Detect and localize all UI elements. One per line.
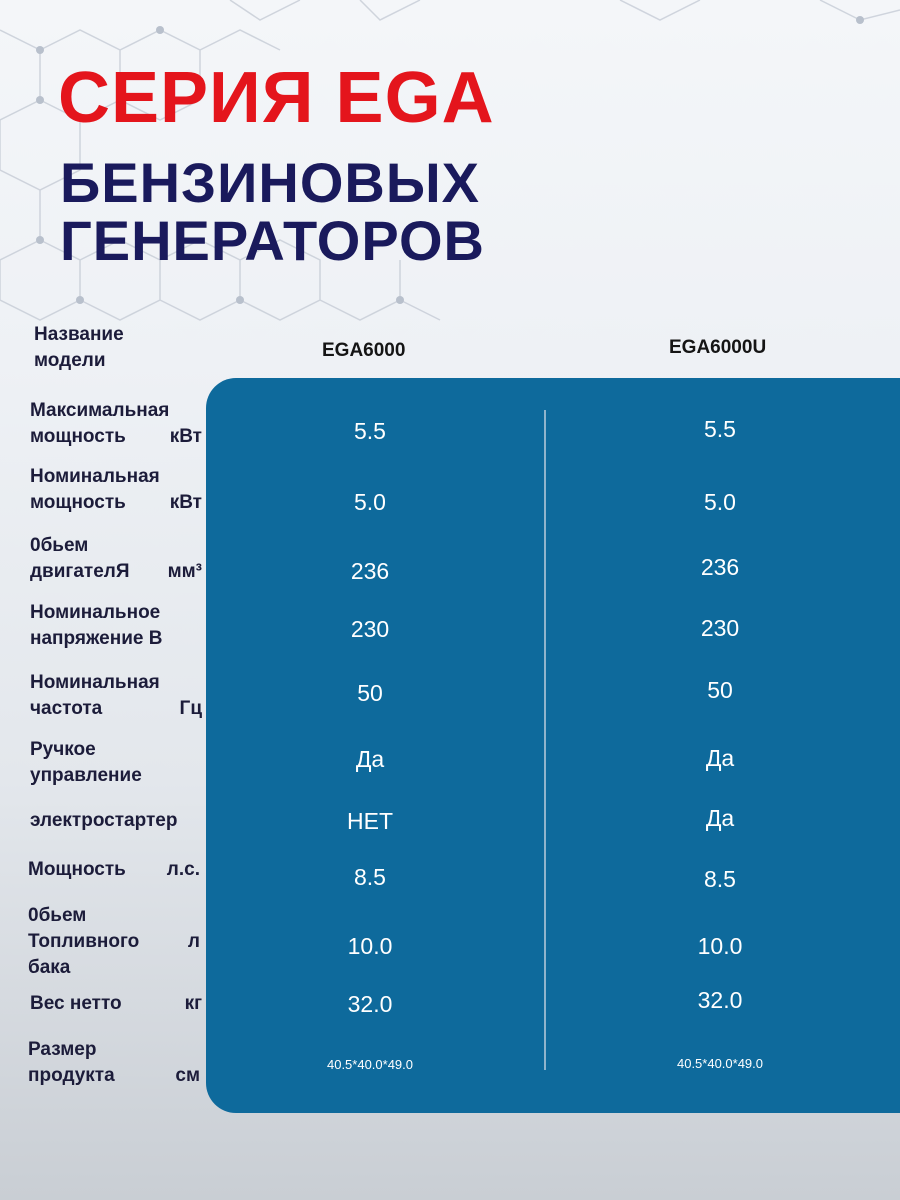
spec-label-text: Ручкое [30,739,96,760]
spec-label-text: Мощность [28,859,126,880]
spec-value-model-1: Да [355,746,385,772]
spec-value-model-2: Да [705,745,735,771]
spec-value-model-1: 32.0 [347,991,393,1017]
spec-unit: л [187,931,200,952]
spec-label-line [30,763,202,789]
spec-label-line [30,670,202,696]
spec-label [30,670,202,722]
spec-value-model-1: 8.5 [354,864,386,890]
spec-value-model-2: 50 [707,677,733,703]
spec-label-text: мощность [30,426,126,447]
model-name-label [30,322,202,374]
spec-label-text: Номинальная [30,672,160,693]
spec-label [28,857,200,883]
spec-label-line [30,559,202,585]
spec-value-model-1: 50 [357,680,383,706]
spec-label-line [30,424,202,450]
spec-label-line [28,929,200,955]
spec-unit: кг [184,993,202,1014]
spec-label [30,533,202,585]
spec-label-text: 0бьем [28,905,87,926]
spec-label-line [30,398,202,424]
spec-label [28,903,200,981]
spec-value-model-2: 40.5*40.0*49.0 [676,1056,764,1071]
spec-value-model-2: 5.5 [704,416,736,442]
spec-label-line [30,626,202,652]
spec-value-model-1: 5.0 [354,489,386,515]
spec-label [30,464,202,516]
spec-value-model-1: 10.0 [347,933,393,959]
model-name-label-line-2: модели [34,350,106,371]
spec-label-text: Номинальная [30,466,160,487]
column-divider [544,410,546,1070]
spec-label-text: напряжение В [30,628,163,649]
spec-label-text: электростартер [30,810,178,831]
spec-value-model-2: 5.0 [704,489,736,515]
spec-label-text: мощность [30,492,126,513]
spec-label-text: Вес нетто [30,993,122,1014]
spec-label-text: Номинальное [30,602,161,623]
spec-value-model-2: 236 [700,554,740,580]
spec-label-line [30,490,202,516]
spec-label-text: Топливного [28,931,140,952]
spec-label-line [30,737,202,763]
spec-label [30,991,202,1017]
spec-unit: Гц [179,698,202,719]
spec-label-text: управление [30,765,142,786]
spec-value-model-1: 230 [350,616,390,642]
series-title: СЕРИЯ EGA [58,58,495,138]
spec-label [28,1037,200,1089]
spec-label-line [28,1063,200,1089]
spec-label [30,398,202,450]
spec-label-line [28,1037,200,1063]
spec-label-line [30,696,202,722]
spec-value-model-1: 40.5*40.0*49.0 [326,1057,414,1072]
spec-unit: л.с. [166,859,200,880]
model-1-header: EGA6000 [322,340,406,361]
product-heading-line-1: БЕНЗИНОВЫХ [60,151,480,214]
spec-value-model-1: 5.5 [354,418,386,444]
spec-label-text: 0бьем [30,535,89,556]
spec-label-text: продукта [28,1065,115,1086]
product-heading [60,151,485,272]
spec-label-text: двигателЯ [30,561,130,582]
spec-value-model-2: 32.0 [697,987,743,1013]
spec-label-line [30,808,202,834]
spec-label-text: частота [30,698,103,719]
spec-label-line [30,533,202,559]
spec-label-line [30,991,202,1017]
spec-value-model-2: 8.5 [704,866,736,892]
spec-label-text: Размер [28,1039,97,1060]
spec-label-text: Максимальная [30,400,170,421]
product-heading-line-2: ГЕНЕРАТОРОВ [60,209,485,272]
model-name-label-line-1: Название [34,324,124,345]
spec-value-model-2: 10.0 [697,933,743,959]
spec-label-line [28,955,200,981]
spec-label-line [30,600,202,626]
spec-unit: мм³ [167,561,202,582]
spec-unit: см [175,1065,200,1086]
spec-unit: кВт [169,426,202,447]
spec-label [30,808,202,834]
spec-label [30,737,202,789]
model-2-header: EGA6000U [669,337,767,358]
spec-value-model-1: 236 [350,558,390,584]
spec-label-line [28,903,200,929]
spec-label-text: бака [28,957,71,978]
spec-label-line [28,857,200,883]
spec-value-model-2: Да [705,805,735,831]
spec-label-line [30,464,202,490]
spec-value-model-2: 230 [700,615,740,641]
spec-unit: кВт [169,492,202,513]
spec-value-model-1: НЕТ [347,808,393,834]
spec-label [30,600,202,652]
